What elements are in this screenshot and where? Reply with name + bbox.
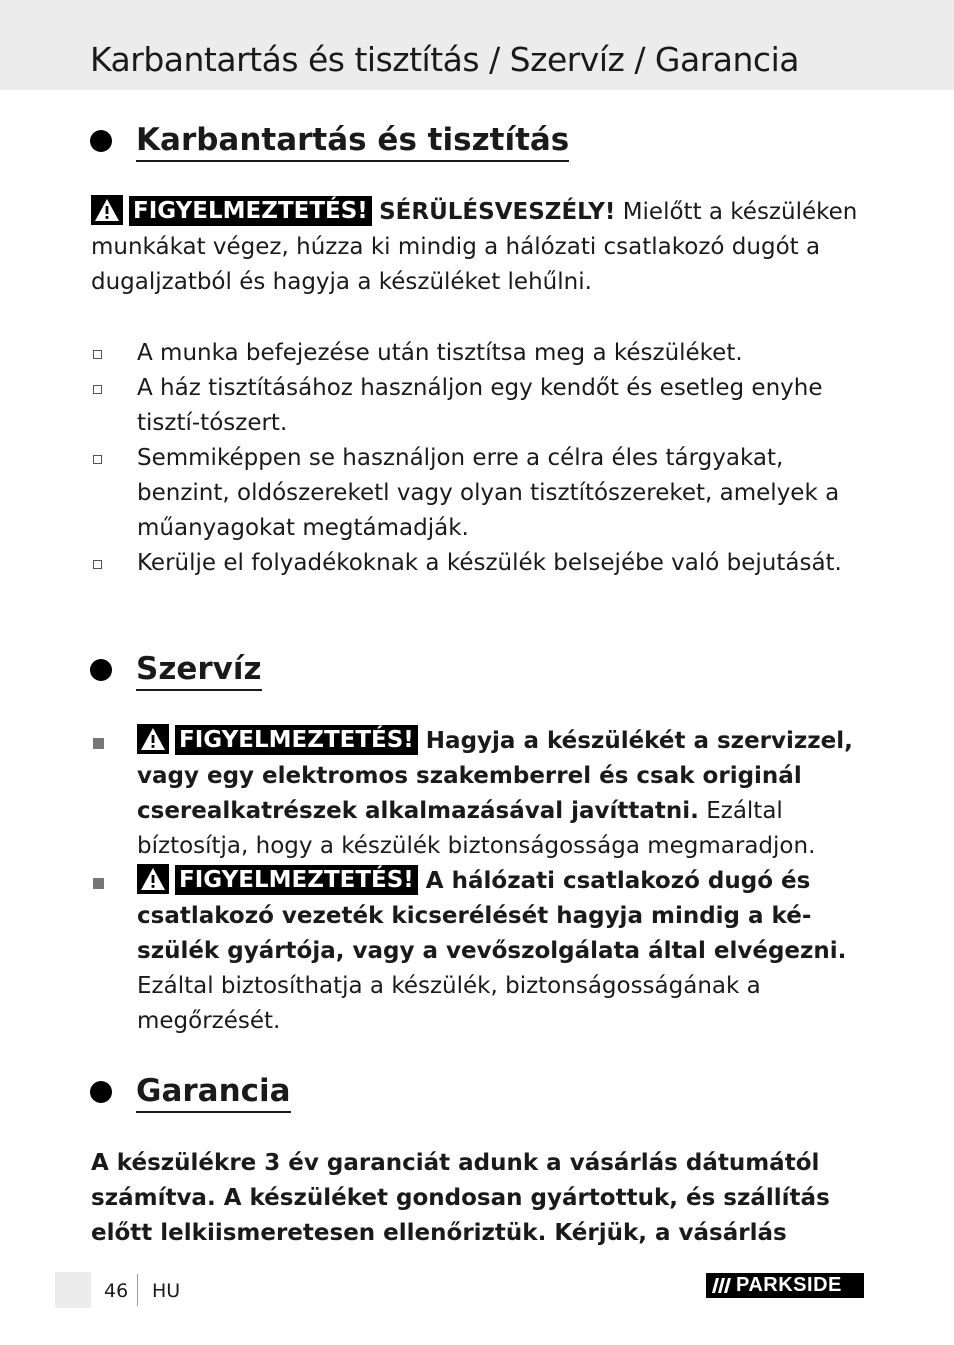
section-title-maintenance: Karbantartás és tisztítás [136, 121, 569, 162]
warning-label: FIGYELMEZTETÉS! [129, 196, 372, 226]
page-number: 46 [104, 1280, 129, 1302]
danger-label: SÉRÜLÉSVESZÉLY! [379, 199, 616, 225]
warning-label: FIGYELMEZTETÉS! [175, 865, 418, 895]
warning-triangle-icon [137, 724, 169, 754]
checkbox-square-icon [93, 385, 102, 394]
section-bullet-icon [90, 1081, 112, 1103]
maintenance-list [91, 336, 881, 581]
list-item: A ház tisztításához használjon egy kendőt és esetleg enyhe tisztí-tószert. [91, 371, 881, 441]
list-item: FIGYELMEZTETÉS! A hálózati csatlakozó dugó és csatlakozó vezeték kicserélését hagyja mindig a ké-szülék gyártója, vagy a vevőszolgálata által elvégezni. Ezáltal biztosíthatja a készülék, biztonságosságának a megőrzését. [91, 864, 881, 1039]
logo-stripes-icon [706, 1273, 736, 1298]
checkbox-square-icon [93, 455, 102, 464]
service-list [91, 724, 881, 1039]
maintenance-warning-text: Mielőtt a készüléken munkákat végez, húzza ki mindig a hálózati csatlakozó dugót a dugaljzatból és hagyja a készüléket lehűlni. [91, 199, 858, 295]
warning-triangle-icon [137, 864, 169, 894]
brand-logo [706, 1273, 864, 1298]
bullet-square-icon [93, 878, 104, 889]
list-item: FIGYELMEZTETÉS! Hagyja a készülékét a szervizzel, vagy egy elektromos szakemberrel és csak originál cserealkatrészek alkalmazásával javíttatni. Ezáltal bíztosítja, hogy a készülék biztonságossága megmaradjon. [91, 724, 881, 864]
section-bullet-icon [90, 130, 112, 152]
section-title-service: Szervíz [136, 650, 262, 691]
list-item: A munka befejezése után tisztítsa meg a készüléket. [91, 336, 881, 371]
checkbox-square-icon [93, 560, 102, 569]
warning-label: FIGYELMEZTETÉS! [175, 725, 418, 755]
footer-divider [137, 1274, 138, 1306]
list-item: Semmiképpen se használjon erre a célra éles tárgyakat, benzint, oldószereketl vagy olyan tisztítószereket, amelyek a műanyagokat megtámadják. [91, 441, 881, 546]
warning-triangle-icon [91, 195, 123, 225]
bullet-square-icon [93, 738, 104, 749]
brand-name: PARKSIDE [736, 1274, 842, 1296]
maintenance-warning [91, 195, 871, 300]
section-title-warranty: Garancia [136, 1072, 291, 1113]
warranty-text: A készülékre 3 év garanciát adunk a vásárlás dátumától számítva. A készüléket gondosan gyártottuk, és szállítás előtt lelkiismeretesen ellenőriztük. Kérjük, a vásárlás [91, 1150, 830, 1246]
checkbox-square-icon [93, 350, 102, 359]
list-item: Kerülje el folyadékoknak a készülék belsejébe való bejutását. [91, 546, 881, 581]
section-bullet-icon [90, 659, 112, 681]
page-title: Karbantartás és tisztítás / Szervíz / Garancia [90, 40, 799, 79]
language-code: HU [152, 1280, 181, 1302]
footer-box [55, 1272, 91, 1308]
